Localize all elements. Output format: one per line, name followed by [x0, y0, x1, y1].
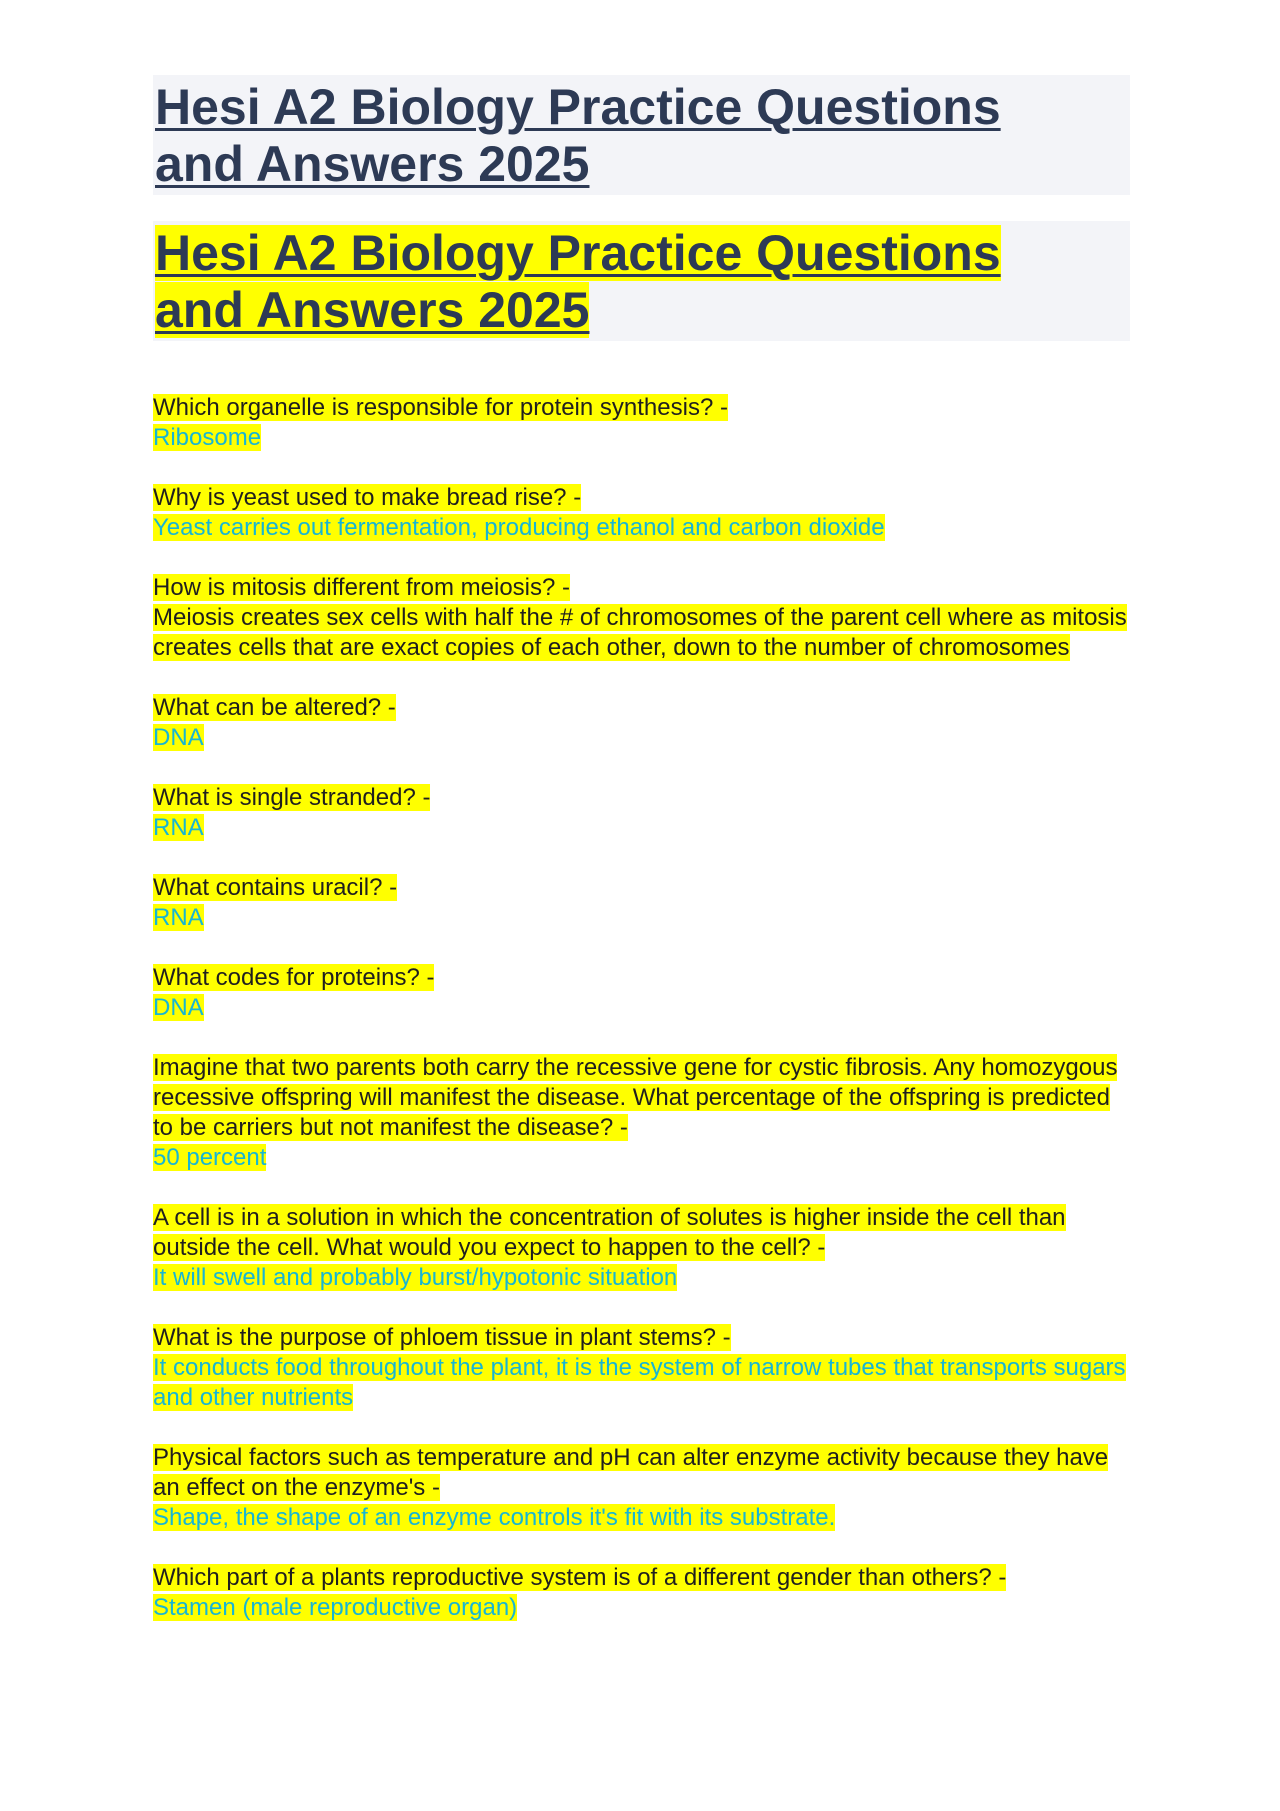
question-text: Physical factors such as temperature and pH can alter enzyme activity because they have an effect on the enzyme's - [153, 1444, 1109, 1501]
qa-item [153, 483, 1130, 543]
answer-text: DNA [153, 724, 204, 751]
answer-text: RNA [153, 904, 204, 931]
question-text: What contains uracil? - [153, 874, 398, 901]
qa-item [153, 573, 1130, 663]
question-text: What is single stranded? - [153, 784, 431, 811]
qa-item [153, 783, 1130, 843]
document-title-highlighted [155, 225, 1055, 339]
qa-item [153, 693, 1130, 753]
question-text: Why is yeast used to make bread rise? - [153, 484, 582, 511]
answer-text: Yeast carries out fermentation, producing ethanol and carbon dioxide [153, 514, 885, 541]
answer-text: Meiosis creates sex cells with half the # of chromosomes of the parent cell where as mitosis creates cells that are exact copies of each other, down to the number of chromosomes [153, 604, 1127, 661]
question-text: How is mitosis different from meiosis? - [153, 574, 570, 601]
question-text: Which organelle is responsible for protein synthesis? - [153, 394, 728, 421]
answer-text: It will swell and probably burst/hypotonic situation [153, 1264, 678, 1291]
qa-item [153, 1443, 1130, 1533]
answer-text: Ribosome [153, 424, 262, 451]
qa-item [153, 1203, 1130, 1293]
title-block-plain [153, 75, 1130, 195]
answer-text: 50 percent [153, 1144, 267, 1171]
title-block-highlighted [153, 221, 1130, 341]
qa-item [153, 1563, 1130, 1623]
qa-list [153, 393, 1130, 1623]
question-text: Which part of a plants reproductive system is of a different gender than others? - [153, 1564, 1007, 1591]
document-title-highlighted-text: Hesi A2 Biology Practice Questions and Answers 2025 [155, 225, 1001, 338]
question-text: A cell is in a solution in which the concentration of solutes is higher inside the cell than outside the cell. What would you expect to happen to the cell? - [153, 1204, 1066, 1261]
qa-item [153, 873, 1130, 933]
qa-item [153, 1053, 1130, 1173]
question-text: What codes for proteins? - [153, 964, 435, 991]
document-title: Hesi A2 Biology Practice Questions and Answers 2025 [155, 79, 1001, 192]
answer-text: Stamen (male reproductive organ) [153, 1594, 518, 1621]
document-page [153, 75, 1130, 1653]
answer-text: Shape, the shape of an enzyme controls it's fit with its substrate. [153, 1504, 836, 1531]
answer-text: It conducts food throughout the plant, it is the system of narrow tubes that transports sugars and other nutrients [153, 1354, 1126, 1411]
question-text: What can be altered? - [153, 694, 396, 721]
qa-item [153, 1323, 1130, 1413]
question-text: What is the purpose of phloem tissue in plant stems? - [153, 1324, 731, 1351]
question-text: Imagine that two parents both carry the recessive gene for cystic fibrosis. Any homozygous recessive offspring will manifest the disease. What percentage of the offspring is predicted to be carriers but not manifest the disease? - [153, 1054, 1118, 1141]
answer-text: RNA [153, 814, 204, 841]
qa-item [153, 963, 1130, 1023]
answer-text: DNA [153, 994, 204, 1021]
qa-item [153, 393, 1130, 453]
